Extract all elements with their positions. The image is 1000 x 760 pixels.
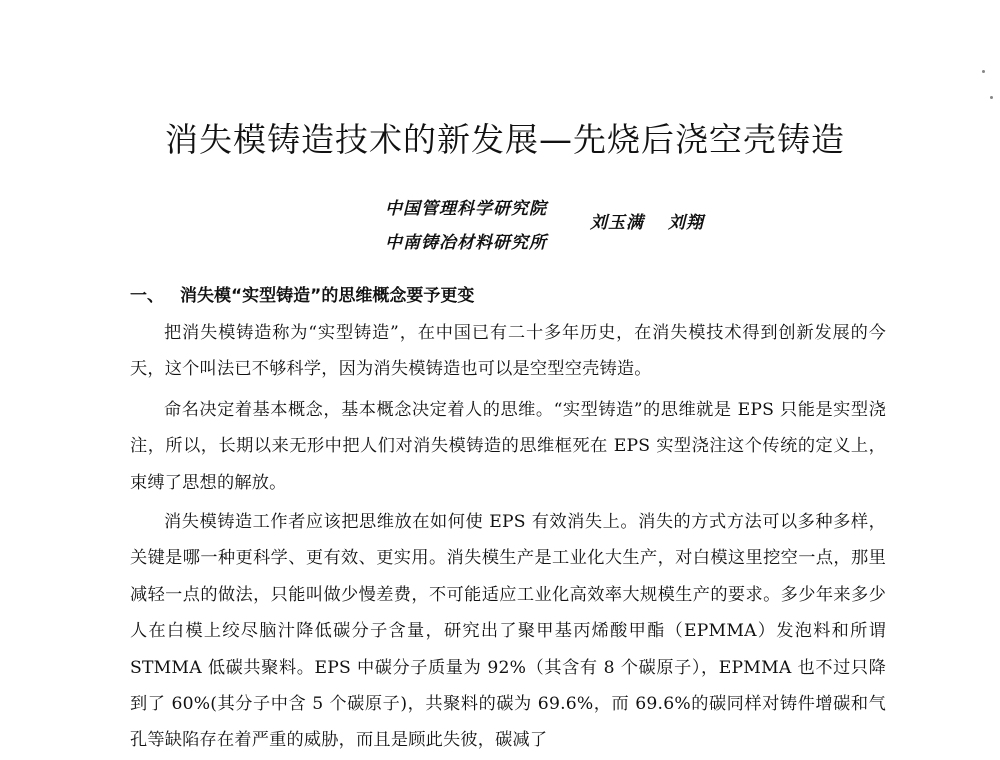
author-1: 刘玉满: [590, 213, 644, 233]
affiliation-1: 中国管理科学研究院: [385, 199, 547, 219]
section-heading: [130, 283, 474, 309]
affiliation-2: 中南铸冶材料研究所: [385, 233, 547, 253]
section-title: 消失模“实型铸造”的思维概念要予更变: [180, 286, 475, 306]
section-number: 一、: [130, 286, 164, 306]
paragraph-2: 命名决定着基本概念，基本概念决定着人的思维。“实型铸造”的思维就是 EPS 只能是实型浇注，所以，长期以来无形中把人们对消失模铸造的思维框死在 EPS 实型浇注这个传统的定义上，束缚了思想的解放。: [130, 400, 886, 493]
scan-artifact: [990, 96, 993, 99]
author-list: [590, 212, 704, 234]
paragraph-1: 把消失模铸造称为“实型铸造”，在中国已有二十多年历史，在消失模技术得到创新发展的今天，这个叫法已不够科学，因为消失模铸造也可以是空型空壳铸造。: [130, 323, 886, 380]
author-2: 刘翔: [668, 213, 704, 233]
paper-title: 消失模铸造技术的新发展—先烧后浇空壳铸造: [165, 120, 845, 159]
scan-artifact: [982, 70, 985, 73]
paragraph-3: 消失模铸造工作者应该把思维放在如何使 EPS 有效消失上。消失的方式方法可以多种多样，关键是哪一种更科学、更有效、更实用。消失模生产是工业化大生产，对白模这里挖空一点，那里减轻一点的做法，只能叫做少慢差费，不可能适应工业化高效率大规模生产的要求。多少年来多少人在白模上绞尽脑汁降低碳分子含量，研究出了聚甲基丙烯酸甲酯（EPMMA）发泡料和所谓 STMMA 低碳共聚料。EPS 中碳分子质量为 92%（其含有 8 个碳原子），EPMMA 也不过只降到了 60%(其分子中含 5 个碳原子)，共聚料的碳为 69.6%，而 69.6%的碳同样对铸件增碳和气孔等缺陷存在着严重的威胁，而且是顾此失彼，碳减了: [130, 512, 886, 751]
